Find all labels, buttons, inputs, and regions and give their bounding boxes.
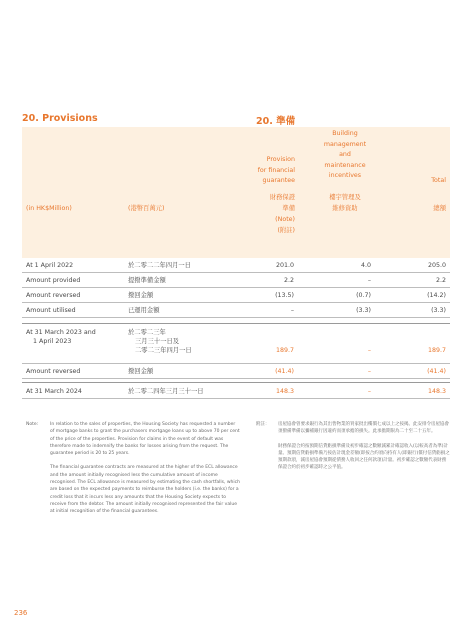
table-row: Amount reversed 撥回金額 (41.4) – (41.4) xyxy=(22,364,450,379)
section-title-en: 20. Provisions xyxy=(22,113,98,124)
header-total-zh: 總額 xyxy=(433,205,446,212)
note-en-paragraph-1: In relation to the sales of properties, the Housing Society has requested a number of mortgage banks to grant the purchasers mortgage loans up to above 70 per cent of the price of the properties. Provision for claims in the event of default was therefore made to indemnify the banks for losses arising from the request. The guarantee period is 20 to 25 years. xyxy=(50,422,240,457)
note-zh-paragraph-2: 財務保證合約按預期信貸虧損準備及初步確認之數額減累計確認收入(以較高者為準)計量。預期信貸虧損準備乃按估計現金差額(即按合約須向持有人(即銀行)償付信貸虧損之預期款項，減房屋協會預期從債務人收回之任何款項)計量。初步確認之數額代表財務保證合約於初步確認時之公平值。 xyxy=(278,443,450,471)
subtotal-label-en: At 31 March 2023 and 1 April 2023 xyxy=(26,329,96,345)
table-row: At 1 April 2022 於二零二二年四月一日 201.0 4.0 205.0 xyxy=(22,258,450,273)
note-en-paragraph-2: The financial guarantee contracts are measured at the higher of the ECL allowance and the amount initially recognised less the cumulative amount of income recognised. The ECL allowance is measured by estimating the cash shortfalls, which are based on the expected payments to reimburse the holders (i.e. the banks) for a credit loss that it incurs less any amounts that the Housing Society expects to receive from the debtor. The amount initially recognised represented the fair value at initial recognition of the financial guarantees. xyxy=(50,465,240,515)
header-building-zh: 樓宇管理及 維修資助 xyxy=(329,194,361,212)
note-label-en: Note: xyxy=(26,422,39,427)
page-number: 236 xyxy=(14,609,28,617)
header-building-en: Building management and maintenance incentives xyxy=(323,130,367,179)
note-zh-paragraph-1: 房屋協會曾要求銀行為其出售物業的買家批出樓價七成以上之按揭。此安排令房屋協會須撥備準備以彌補銀行因違約而須承擔的損失。此承擔期限為二十至二十五年。 xyxy=(278,422,449,435)
table-row: Amount utilised 已運用金額 – (3.3) (3.3) xyxy=(22,303,450,318)
table-header xyxy=(22,127,450,258)
header-unit-en: (in HK$Million) xyxy=(26,205,72,212)
table-row: Amount reversed 撥回金額 (13.5) (0.7) (14.2) xyxy=(22,288,450,303)
note-label-zh: 附註： xyxy=(256,422,270,427)
header-total-en: Total xyxy=(431,177,446,184)
header-unit-zh: (港幣百萬元) xyxy=(128,205,165,212)
section-title-zh: 20. 準備 xyxy=(256,116,296,127)
provisions-table xyxy=(22,127,450,399)
header-provision-zh: 財務保證 準備 (Note) (附註) xyxy=(269,194,295,234)
table-row: Amount provided 提撥準備金額 2.2 – 2.2 xyxy=(22,273,450,288)
header-provision-en: Provision for financial guarantee xyxy=(257,156,295,184)
subtotal-row: At 31 March 2023 and 1 April 2023 於二零二三年 三月三十一日及 二零二三年四月一日 189.7 – 189.7 xyxy=(22,323,450,364)
final-row: At 31 March 2024 於二零二四年三月三十一日 148.3 – 148.3 xyxy=(22,382,450,399)
subtotal-label-zh: 於二零二三年 三月三十一日及 二零二三年四月一日 xyxy=(128,329,192,354)
